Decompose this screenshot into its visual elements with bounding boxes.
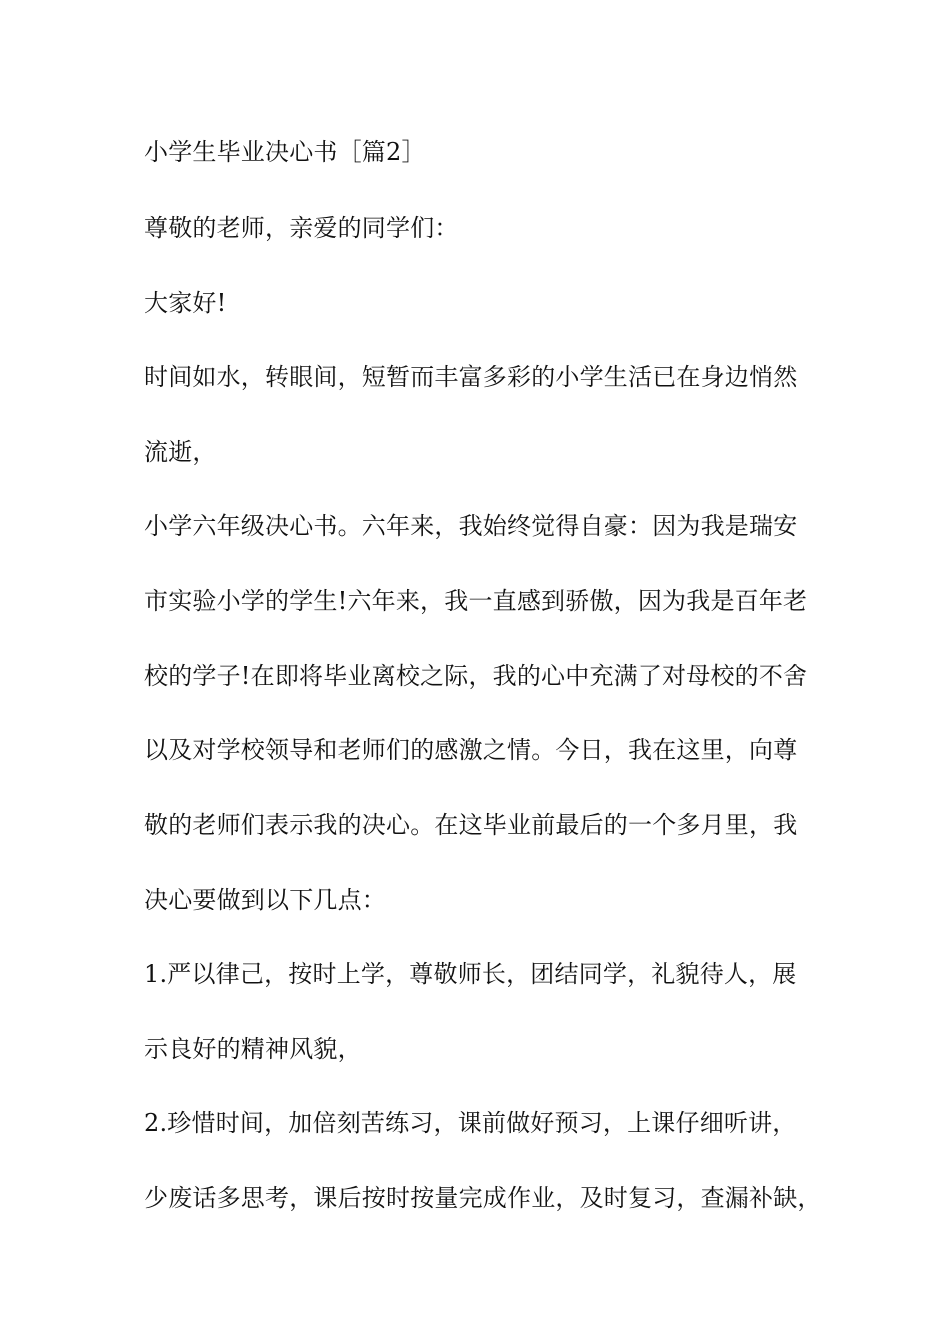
body-line: 市实验小学的学生!六年来，我一直感到骄傲，因为我是百年老 xyxy=(144,587,808,615)
list-item-line: 示良好的精神风貌， xyxy=(144,1035,362,1063)
body-line: 小学六年级决心书。六年来，我始终觉得自豪：因为我是瑞安 xyxy=(144,512,798,540)
body-line: 流逝， xyxy=(144,438,217,466)
list-item-line: 少废话多思考，课后按时按量完成作业，及时复习，查漏补缺， xyxy=(144,1184,822,1212)
body-line: 决心要做到以下几点： xyxy=(144,886,386,914)
document-title: 小学生毕业决心书［篇2］ xyxy=(144,138,426,166)
body-line: 敬的老师们表示我的决心。在这毕业前最后的一个多月里，我 xyxy=(144,811,798,839)
body-line: 大家好! xyxy=(144,289,227,317)
greeting-line: 尊敬的老师，亲爱的同学们： xyxy=(144,214,459,242)
list-item-line: 2.珍惜时间，加倍刻苦练习，课前做好预习，上课仔细听讲， xyxy=(144,1109,797,1137)
body-line: 时间如水，转眼间，短暂而丰富多彩的小学生活已在身边悄然 xyxy=(144,363,798,391)
list-item-line: 1.严以律己，按时上学，尊敬师长，团结同学，礼貌待人，展 xyxy=(144,960,797,988)
body-line: 以及对学校领导和老师们的感激之情。今日，我在这里，向尊 xyxy=(144,736,798,764)
body-line: 校的学子!在即将毕业离校之际，我的心中充满了对母校的不舍 xyxy=(144,662,808,690)
